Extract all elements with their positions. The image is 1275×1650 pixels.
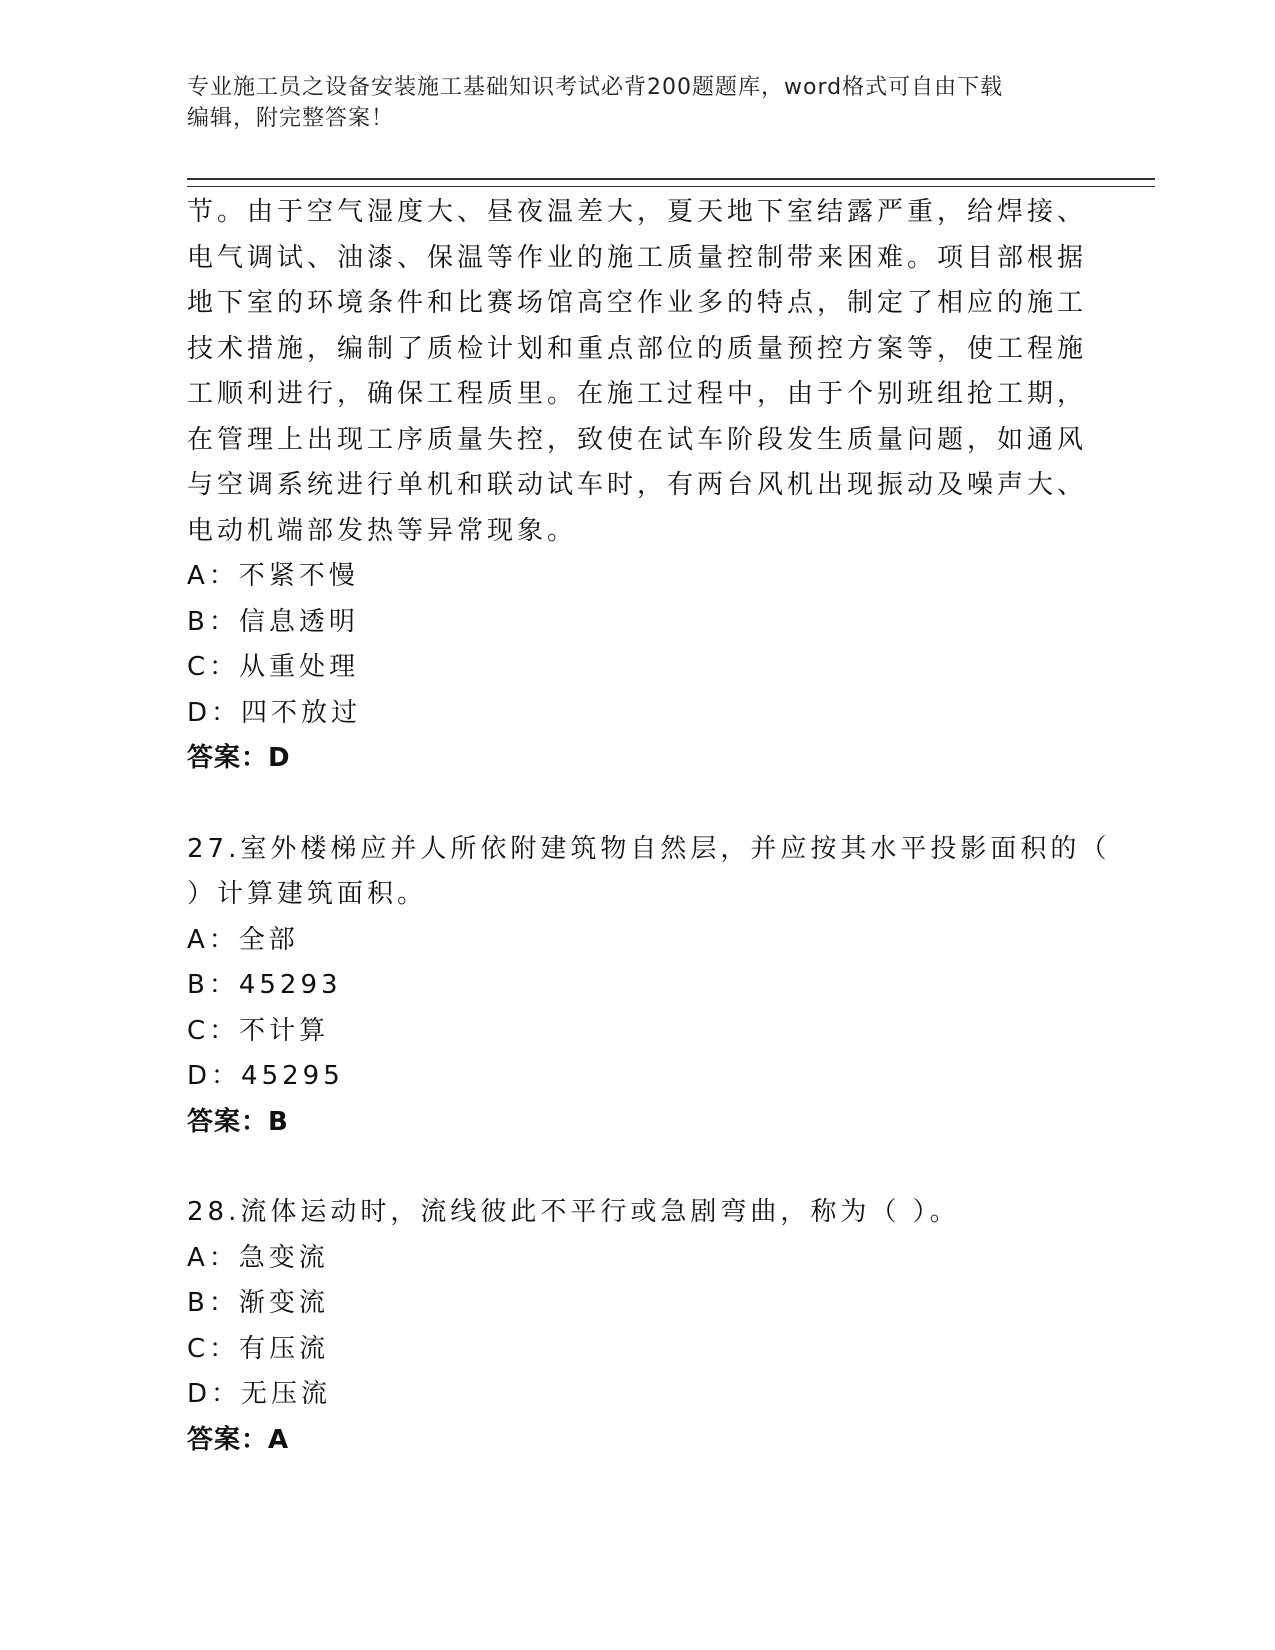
option-a: A：急变流 <box>187 1242 329 1273</box>
header-title-line-2: 编辑，附完整答案！ <box>187 106 395 131</box>
question-text-line: 工顺利进行，确保工程质里。在施工过程中，由于个别班组抢工期， <box>187 379 1088 409</box>
question-text-line: 电动机端部发热等异常现象。 <box>187 515 578 546</box>
question-text-line: 在管理上出现工序质量失控，致使在试车阶段发生质量问题，如通风 <box>187 424 1088 455</box>
option-d: D：无压流 <box>187 1379 332 1409</box>
question-text-line: 27.室外楼梯应并人所依附建筑物自然层，并应按其水平投影面积的（ <box>187 833 1111 864</box>
option-a: A：不紧不慢 <box>187 561 359 591</box>
option-d: D：45295 <box>187 1061 344 1091</box>
spacer <box>187 782 1087 827</box>
document-body <box>187 190 1111 1463</box>
header-title-line-1: 专业施工员之设备安装施工基础知识考试必背200题题库，word格式可自由下载 <box>187 75 1004 100</box>
question-text-line: 28.流体运动时，流线彼此不平行或急剧弯曲，称为（ ）。 <box>187 1197 960 1227</box>
option-d: D：四不放过 <box>187 697 362 728</box>
question-text-line: 电气调试、油漆、保温等作业的施工质量控制带来困难。项目部根据 <box>187 242 1088 273</box>
question-text-line: 节。由于空气湿度大、昼夜温差大，夏天地下室结露严重，给焊接、 <box>187 197 1088 227</box>
spacer <box>187 1145 1087 1190</box>
header-divider <box>187 178 1155 187</box>
question-text-line: 与空调系统进行单机和联动试车时，有两台风机出现振动及噪声大、 <box>187 470 1088 500</box>
option-c: C：从重处理 <box>187 652 360 682</box>
question-28 <box>187 1190 1087 1463</box>
option-c: C：有压流 <box>187 1333 330 1364</box>
question-text-line: 地下室的环境条件和比赛场馆高空作业多的特点，制定了相应的施工 <box>187 288 1088 318</box>
answer-label: 答案：A <box>187 1424 290 1455</box>
option-b: B：信息透明 <box>187 606 359 637</box>
option-b: B：45293 <box>187 970 342 1000</box>
option-a: A：全部 <box>187 924 299 955</box>
document-header <box>187 72 1067 134</box>
question-27 <box>187 827 1111 1146</box>
answer-label: 答案：B <box>187 1106 289 1137</box>
answer-label: 答案：D <box>187 743 291 773</box>
question-text-line: ）计算建筑面积。 <box>187 879 428 909</box>
option-c: C：不计算 <box>187 1015 330 1046</box>
question-26-continuation <box>187 190 1087 782</box>
question-text-line: 技术措施，编制了质检计划和重点部位的质量预控方案等，使工程施 <box>187 333 1088 364</box>
option-b: B：渐变流 <box>187 1288 329 1318</box>
